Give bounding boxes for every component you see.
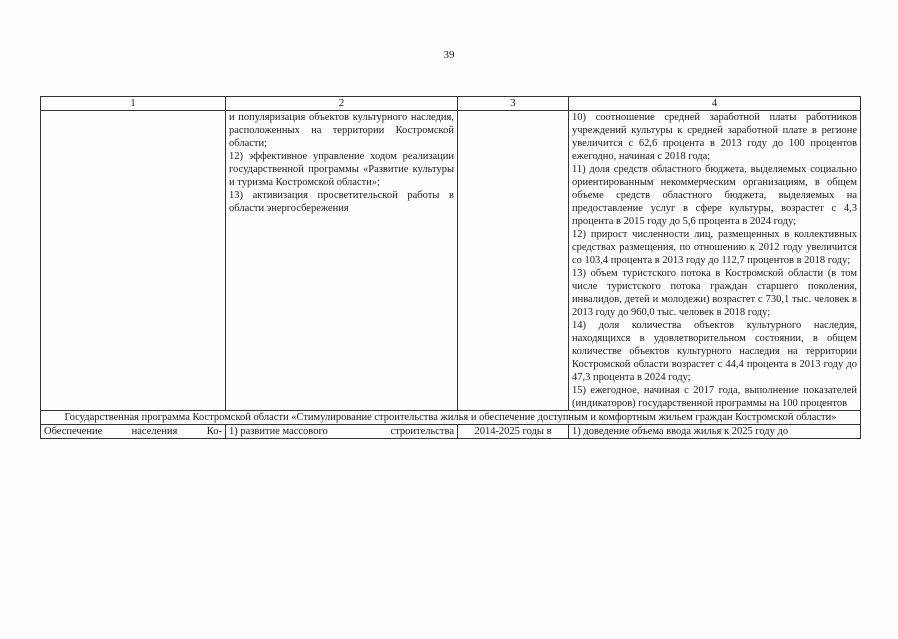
indicator-item: 10) соотношение средней заработной платы работников учреждений культуры к средней заработной плате в регионе увеличится с 62,6 процента в 2013 году до 100 процентов ежегодно, начиная с 2018 года; — [572, 112, 857, 162]
indicator-item: 12) прирост численности лиц, размещенных в коллективных средствах размещения, по отношению к 2012 году увеличится со 103,4 процента в 2013 году до 112,7 процентов в 2018 году; — [572, 229, 857, 266]
indicator-item: 13) объем туристского потока в Костромской области (в том числе туристского потока граждан старшего поколения, инвалидов, детей и молодежи) возрастет с 730,1 тыс. человек в 2013 году до 960,0 тыс. человек в 2018 году; — [572, 268, 857, 318]
row1-col2-cell — [226, 111, 458, 411]
row1-col4-cell — [569, 111, 861, 411]
row1-col3-cell — [458, 111, 569, 411]
column-header-1: 1 — [41, 97, 226, 111]
indicator-item: 14) доля количества объектов культурного наследия, находящихся в удовлетворительном состоянии, в общем количестве объектов культурного наследия на территории Костромской области возрастет с 44,4 процента в 2013 году до 47,3 процента в 2024 году; — [572, 320, 857, 383]
program-title-row — [41, 411, 861, 425]
last-row-col3-cell: 2014-2025 годы в — [458, 425, 569, 439]
last-row-col1-word: Обеспечение — [44, 426, 103, 437]
last-row-col1-word: населения — [131, 426, 178, 437]
page-number: 39 — [443, 49, 455, 61]
table-row — [41, 425, 861, 439]
column-header-2: 2 — [226, 97, 458, 111]
last-row-col2-cell — [226, 425, 458, 439]
table-row — [41, 111, 861, 411]
row1-col1-cell — [41, 111, 226, 411]
program-title: Государственная программа Костромской области «Стимулирование строительства жилья и обеспечение доступным и комфортным жильем граждан Костромской области» — [41, 411, 861, 425]
last-row-col2-text: строительства — [390, 426, 454, 437]
table-header-row — [41, 97, 861, 111]
last-row-col2-text: 1) развитие массового — [229, 426, 328, 437]
task-item: и популяризация объектов культурного наследия, расположенных на территории Костромской области; — [229, 112, 454, 149]
task-item: 13) активизация просветительской работы в области энергосбережения — [229, 190, 454, 214]
column-header-4: 4 — [569, 97, 861, 111]
last-row-col1-cell — [41, 425, 226, 439]
document-table — [40, 96, 861, 439]
column-header-3: 3 — [458, 97, 569, 111]
task-item: 12) эффективное управление ходом реализации государственной программы «Развитие культуры и туризма Костромской области»; — [229, 151, 454, 188]
indicator-item: 11) доля средств областного бюджета, выделяемых социально ориентированным некоммерческим организациям, в общем объеме средств областного бюджета, выделяемых на предоставление услуг в сфере культуры, возрастет с 4,3 процента в 2015 году до 5,6 процента в 2024 году; — [572, 164, 857, 227]
indicator-item: 15) ежегодное, начиная с 2017 года, выполнение показателей (индикаторов) государственной программы на 100 процентов — [572, 385, 857, 409]
last-row-col4-cell: 1) доведение объема ввода жилья к 2025 году до — [569, 425, 861, 439]
last-row-col1-word: Ко- — [206, 426, 222, 437]
